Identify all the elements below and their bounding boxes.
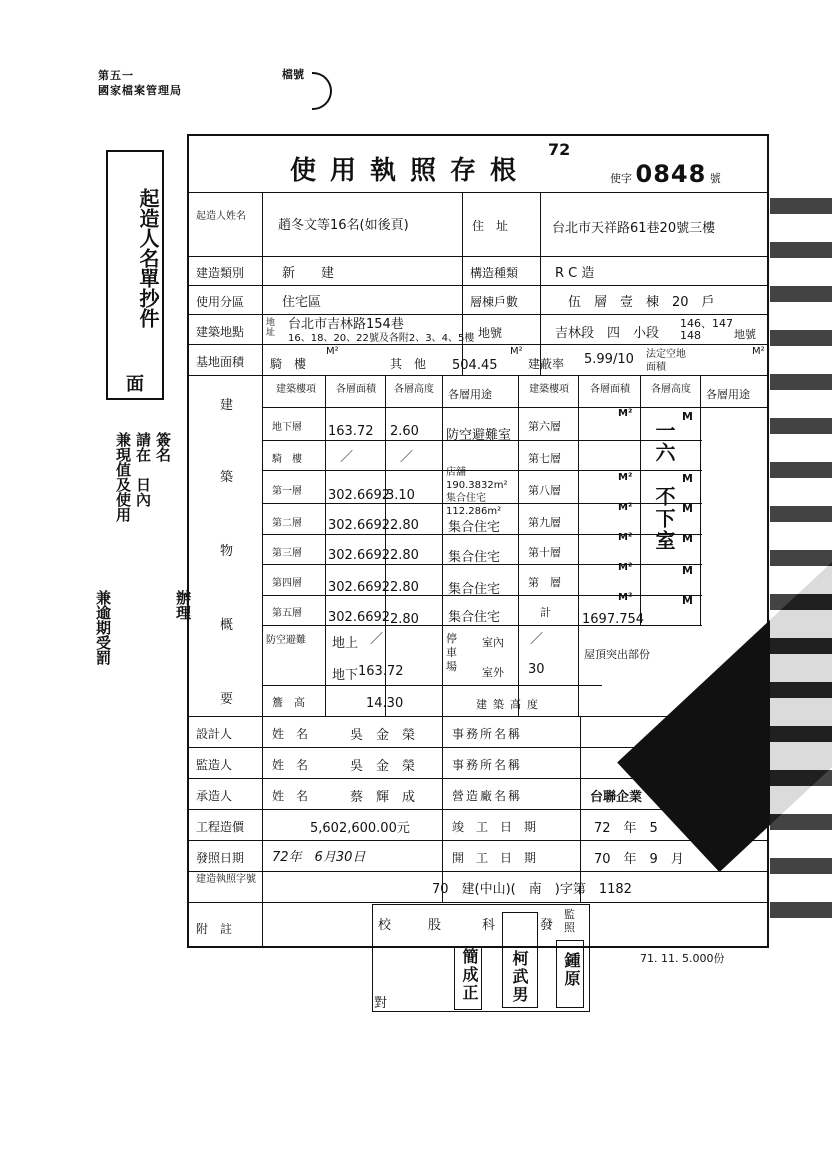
floor-height: 2.80	[390, 580, 419, 595]
floor-name: 第四層	[272, 578, 302, 589]
col-line	[540, 192, 541, 376]
unit-m: M	[682, 472, 693, 485]
col-floor-header-2: 建築樓項	[529, 384, 569, 395]
unit-m: M	[682, 410, 693, 423]
unit-m2: M²	[618, 502, 633, 513]
upper-floor: 第九層	[528, 516, 561, 529]
floor-use: 集合住宅	[448, 550, 501, 565]
floor-name: 地下層	[272, 422, 302, 433]
side-note-5: 辦理	[174, 590, 192, 620]
site-address-1: 台北市吉林路154巷	[288, 317, 404, 332]
col-floor-header: 建築樓項	[276, 384, 316, 395]
row-line	[262, 407, 769, 408]
contractor-name-label: 姓 名	[272, 789, 309, 803]
side-name-box	[106, 150, 164, 400]
building-label-5: 要	[220, 692, 234, 707]
coverage-label: 建蔽率	[528, 357, 565, 371]
form-title: 使用執照存根	[290, 156, 531, 186]
right-edge-text	[770, 170, 832, 930]
open-above-value: ／	[370, 632, 384, 647]
floor-name: 第一層	[272, 486, 302, 497]
unit-m: M	[682, 532, 693, 545]
issue-value: 72年 6月30日	[272, 850, 366, 865]
structure-value: R C 造	[555, 266, 595, 281]
owner-label	[196, 204, 246, 230]
eave-value: 14.30	[366, 696, 404, 711]
roof-label: 屋頂突出部份	[584, 648, 650, 661]
col-line	[442, 716, 443, 902]
lot-label: 地號	[478, 326, 503, 340]
upper-floor: 第七層	[528, 452, 561, 465]
floor-height: 3.10	[386, 488, 415, 503]
start-value: 70 年 9 月	[594, 852, 684, 867]
floor-area: 163.72	[328, 424, 374, 439]
other-label: 其 他	[390, 357, 427, 371]
build-type-value: 新 建	[282, 266, 335, 281]
owner-label-text: 起造人姓名	[196, 211, 246, 222]
stamp-line-3: 檔號	[282, 68, 304, 81]
floor-height: ／	[400, 450, 414, 465]
unit-m2: M²	[752, 346, 765, 357]
open-below-label: 地下	[332, 668, 359, 683]
row-line	[187, 256, 769, 257]
zone-label: 使用分區	[196, 295, 245, 309]
side-note-2: 簽名	[154, 432, 172, 462]
lot-number-1: 146、147	[680, 317, 733, 330]
floor-area: ／	[340, 450, 354, 465]
col-line	[325, 375, 326, 717]
approval-cell: 監照	[564, 908, 575, 934]
unit-m2: M²	[618, 472, 633, 483]
handwritten-note: 一六 不下室	[652, 420, 676, 552]
upper-floor: 第十層	[528, 546, 561, 559]
coverage-value: 5.99/10	[584, 352, 634, 367]
building-label-2: 築	[220, 470, 234, 485]
approval-cell: 校	[378, 918, 392, 933]
serial-suffix: 號	[709, 172, 721, 185]
company-value: 台聯企業	[590, 790, 643, 805]
col-use-header: 各層用途	[448, 388, 492, 401]
unit-m: M	[682, 564, 693, 577]
finish-label: 竣 工 日 期	[452, 820, 537, 834]
check-label: 對	[374, 996, 388, 1011]
stamp-bracket	[312, 72, 332, 110]
address-label: 住 址	[472, 219, 509, 233]
col-line	[262, 192, 263, 948]
floor-area: 302.6692	[328, 488, 391, 503]
title-number: 72	[548, 140, 571, 159]
floor-use: 集合住宅	[448, 520, 501, 535]
floor-name: 第五層	[272, 608, 302, 619]
open-space-label: 防空避難	[266, 635, 306, 646]
signature-1: 簡成正	[460, 948, 479, 1002]
permit-label: 建造執照字號	[196, 874, 256, 885]
approval-cell: 發	[540, 918, 554, 933]
side-box-label: 起造人名單抄件	[136, 188, 160, 328]
col-line	[640, 375, 641, 625]
col-height-header: 各層高度	[394, 384, 434, 395]
col-line	[518, 375, 519, 717]
row-line	[187, 902, 769, 903]
serial-digits: 0848	[635, 160, 707, 188]
col-height-header-2: 各層高度	[651, 384, 691, 395]
supervisor-label: 監造人	[196, 758, 233, 772]
side-note-1: 請在 日內	[134, 432, 152, 507]
upper-floor: 計	[540, 606, 551, 619]
finish-value: 72 年 5	[594, 821, 658, 836]
approval-cell: 科	[482, 918, 496, 933]
signature-2: 柯武男	[510, 950, 529, 1004]
row-line	[187, 871, 769, 872]
eave-label: 簷 高	[272, 696, 305, 709]
col-line	[700, 375, 701, 625]
unit-m2: M²	[618, 592, 633, 603]
lot-number-2: 148	[680, 329, 701, 342]
company-label: 營造廠名稱	[452, 789, 523, 803]
serial-prefix: 使字	[610, 172, 632, 185]
row-line	[262, 685, 602, 686]
stamp-line-2: 國家檔案管理局	[98, 84, 182, 97]
bheight-label: 建築高度	[476, 698, 544, 711]
cost-value: 5,602,600.00元	[310, 821, 410, 836]
parking-indoor-value: ／	[530, 632, 544, 647]
parking-label: 停車場	[446, 632, 457, 673]
serial-number	[610, 160, 721, 188]
start-label: 開 工 日 期	[452, 851, 537, 865]
col-line	[578, 375, 579, 717]
issue-label: 發照日期	[196, 851, 245, 865]
owner-value: 趙冬文等16名(如後頁)	[278, 218, 409, 233]
designer-label: 設計人	[196, 727, 233, 741]
unit-m2: M²	[618, 562, 633, 573]
side-box-end: 面	[126, 374, 144, 395]
permit-value: 70 建(中山)( 南 )字第 1182	[432, 882, 632, 897]
floor-height: 2.60	[390, 424, 419, 439]
floor-area: 302.6692	[328, 580, 391, 595]
row-line	[187, 840, 769, 841]
building-label-1: 建	[220, 398, 234, 413]
firm-label-2: 事務所名稱	[452, 758, 523, 772]
upper-floor: 第 層	[528, 576, 561, 589]
footer-printing: 71. 11. 5.000份	[640, 952, 725, 965]
unit-m2: M²	[618, 408, 633, 419]
firm-label: 事務所名稱	[452, 727, 523, 741]
unit-m2: M²	[618, 532, 633, 543]
row-line	[187, 375, 769, 376]
upper-floor: 第六層	[528, 420, 561, 433]
area-label: 基地面積	[196, 355, 245, 369]
row-line	[187, 344, 769, 345]
floor-use: 店舖190.3832m² 集合住宅112.286m²	[446, 467, 518, 517]
supervisor-value: 吳 金 榮	[350, 759, 416, 774]
site-label: 建築地點	[196, 325, 245, 339]
cost-label: 工程造價	[196, 820, 245, 834]
parking-indoor-label: 室內	[482, 636, 504, 649]
zone-value: 住宅區	[282, 295, 322, 310]
unit-m: M	[682, 594, 693, 607]
structure-label: 構造種類	[470, 266, 519, 280]
note-label: 附 註	[196, 922, 233, 936]
col-line	[580, 716, 581, 902]
other-value: 504.45	[452, 358, 498, 373]
address-value: 台北市天祥路61巷20號三樓	[552, 221, 716, 236]
floors-value: 伍 層 壹 棟 20 戶	[568, 295, 715, 310]
designer-value: 吳 金 榮	[350, 728, 416, 743]
floor-use: 集合住宅	[448, 582, 501, 597]
contractor-value: 蔡 輝 成	[350, 790, 416, 805]
build-type-label: 建造類別	[196, 266, 245, 280]
floor-name: 騎 樓	[272, 454, 302, 465]
floor-height: 2.80	[390, 518, 419, 533]
legal-open-label: 法定空地面積	[646, 349, 686, 373]
row-line	[187, 192, 769, 193]
unit-m: M	[682, 502, 693, 515]
site-addr-label: 地址	[266, 318, 276, 338]
lot-suffix: 地號	[734, 328, 756, 341]
unit-m2: M²	[510, 346, 523, 357]
parking-outdoor-value: 30	[528, 662, 545, 677]
floor-area: 302.6692	[328, 518, 391, 533]
archive-stamp	[98, 68, 182, 98]
floor-area: 302.6692	[328, 548, 391, 563]
open-above-label: 地上	[332, 636, 359, 651]
floor-area: 302.6692	[328, 610, 391, 625]
row-line	[187, 285, 769, 286]
col-area-header: 各層面積	[336, 384, 376, 395]
upper-floor: 第八層	[528, 484, 561, 497]
side-note-3: 兼現值及使用	[114, 432, 132, 522]
side-note-4: 兼逾期受罰	[94, 590, 112, 665]
col-line	[442, 375, 443, 717]
floor-height: 2.80	[390, 548, 419, 563]
col-use-header-2: 各層用途	[706, 388, 750, 401]
contractor-label: 承造人	[196, 789, 233, 803]
lot-value: 吉林段 四 小段	[555, 326, 660, 341]
floors-label: 層棟戶數	[470, 295, 519, 309]
building-label-4: 概	[220, 618, 234, 633]
floor-use: 防空避難室	[446, 428, 512, 443]
total-area: 1697.754	[582, 612, 645, 627]
floor-use: 集合住宅	[448, 610, 501, 625]
floor-height: 2.80	[390, 612, 419, 627]
arcade-label: 騎 樓	[270, 357, 307, 371]
floor-name: 第二層	[272, 518, 302, 529]
col-area-header-2: 各層面積	[590, 384, 630, 395]
unit-m2: M²	[326, 346, 339, 357]
building-label-3: 物	[220, 544, 234, 559]
supervisor-name-label: 姓 名	[272, 758, 309, 772]
site-address-2: 16、18、20、22號及各附2、3、4、5樓	[288, 333, 475, 344]
signature-3: 鍾原	[562, 952, 581, 988]
designer-name-label: 姓 名	[272, 727, 309, 741]
floor-name: 第三層	[272, 548, 302, 559]
parking-outdoor-label: 室外	[482, 666, 504, 679]
stamp-line-1: 第五一	[98, 69, 134, 82]
col-line	[462, 192, 463, 376]
approval-cell: 股	[428, 918, 442, 933]
open-below-value: 163.72	[358, 664, 404, 679]
